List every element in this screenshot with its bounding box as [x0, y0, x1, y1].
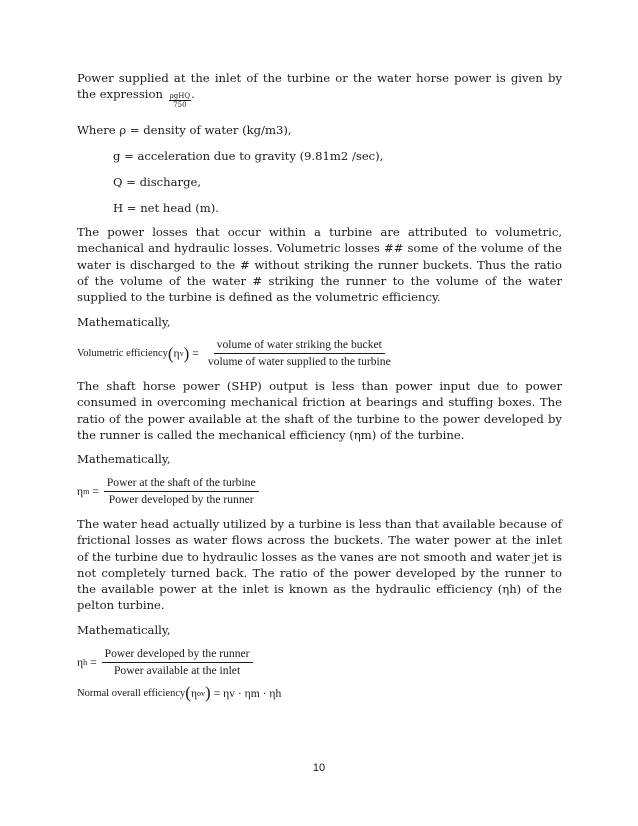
net-head-line: H = net head (m). [113, 201, 219, 215]
right-paren: ) [205, 683, 211, 702]
volumetric-efficiency-equation [77, 338, 394, 369]
equation-rhs: = ηv · ηm · ηh [213, 686, 282, 700]
hydraulic-efficiency-equation [77, 647, 253, 678]
equals-sign: = [92, 485, 99, 498]
eta-symbol: η [77, 485, 84, 498]
eta-subscript: v [179, 349, 184, 358]
fraction-numerator: Power developed by the runner [102, 647, 253, 663]
fraction-rhoghq-750 [169, 92, 191, 109]
left-paren: ( [167, 343, 174, 363]
paragraph-water-horse-power [77, 70, 562, 109]
discharge-line: Q = discharge, [113, 175, 202, 189]
page-number: 10 [312, 762, 326, 774]
volumetric-fraction [205, 338, 394, 369]
fraction-numerator: Power at the shaft of the turbine [104, 476, 259, 492]
left-paren: ( [185, 683, 191, 702]
gravity-line: g = acceleration due to gravity (9.81m2 /sec), [113, 149, 384, 163]
mathematically-label-3: Mathematically, [77, 623, 171, 637]
fraction-denominator: Power developed by the runner [108, 493, 254, 506]
paragraph-power-losses: The power losses that occur within a turbine are attributed to volumetric, mechanical and hydraulic losses. Volumetric losses ## some of the volume of the water is discharged to the # without striking the runner buckets. Thus the ratio of the volume of the water # striking the runner to the volume of the water supplied to the turbine is defined as the volumetric efficiency. [77, 225, 562, 305]
fraction-denominator: volume of water supplied to the turbine [207, 355, 391, 368]
mechanical-efficiency-equation [77, 476, 259, 507]
right-paren: ) [183, 343, 190, 363]
eta-symbol: η [77, 656, 84, 669]
equals-sign: = [90, 656, 97, 669]
eta-symbol: η [190, 686, 198, 700]
eta-subscript: h [83, 658, 88, 667]
fraction-denominator: 750 [173, 101, 187, 110]
equals-sign: = [192, 347, 199, 360]
period: . [191, 87, 195, 102]
overall-efficiency-equation [77, 683, 282, 702]
mechanical-fraction [104, 476, 259, 507]
mathematically-label-2: Mathematically, [77, 452, 171, 466]
paragraph-text: Power supplied at the inlet of the turbine or the water horse power is given by the expression [77, 71, 562, 102]
eta-subscript: m [83, 487, 90, 496]
eta-subscript: ov [197, 688, 206, 698]
where-density-line: Where ρ = density of water (kg/m3), [77, 123, 292, 137]
hydraulic-fraction [102, 647, 253, 678]
paragraph-shaft-horse-power: The shaft horse power (SHP) output is less than power input due to power consumed in overcoming mechanical friction at bearings and stuffing boxes. The ratio of the power available at the shaft of the turbine to the power developed by the runner is called the mechanical efficiency (ηm) of the turbine. [77, 379, 562, 442]
equation-label: Normal overall efficiency [77, 687, 186, 699]
mathematically-label-1: Mathematically, [77, 315, 171, 329]
fraction-numerator: volume of water striking the bucket [214, 338, 385, 354]
paragraph-hydraulic-losses: The water head actually utilized by a turbine is less than that available because of frictional losses as water flows across the buckets. The water power at the inlet of the turbine due to hydraulic losses as the vanes are not smooth and water jet is not completely turned back. The ratio of the power developed by the runner to the available power at the inlet is known as the hydraulic efficiency (ηh) of the pelton turbine. [77, 517, 562, 613]
fraction-numerator: ρgHQ [169, 92, 191, 101]
eta-symbol: η [173, 347, 180, 360]
fraction-denominator: Power available at the inlet [113, 664, 241, 677]
equation-label: Volumetric efficiency [77, 348, 168, 359]
